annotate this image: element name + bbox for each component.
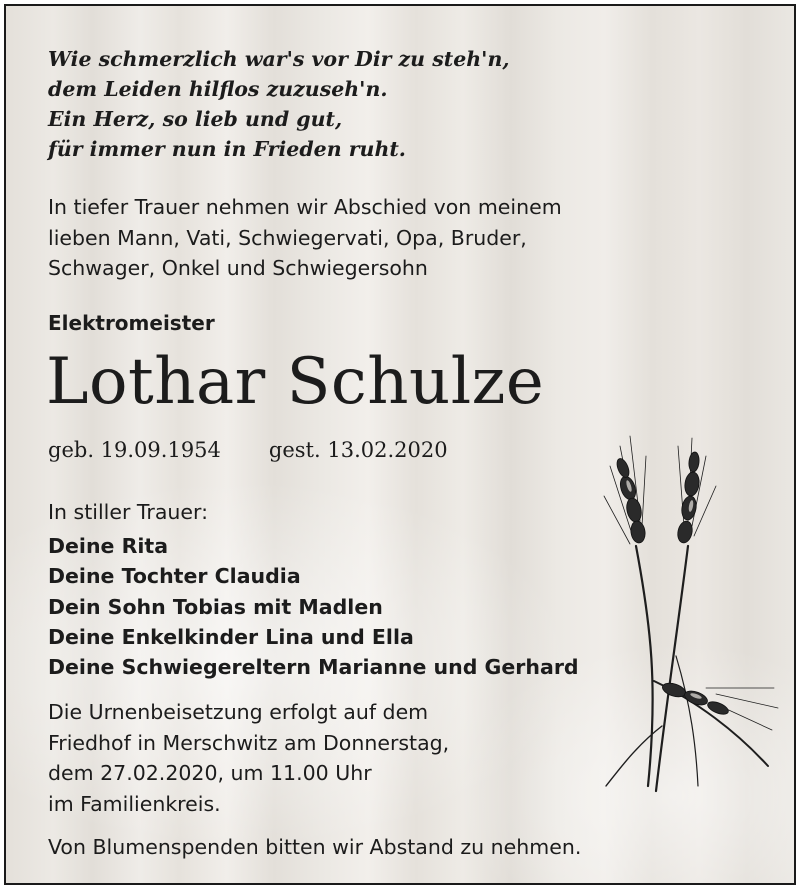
intro-line: In tiefer Trauer nehmen wir Abschied von meinem [48,195,562,219]
flowers-note: Von Blumenspenden bitten wir Abstand zu nehmen. [48,835,582,859]
mourner: Dein Sohn Tobias mit Madlen [48,594,383,619]
poem-line: für immer nun in Frieden ruht. [48,137,406,161]
burial-info [48,697,449,819]
intro-line: lieben Mann, Vati, Schwiegervati, Opa, Bruder, [48,225,527,250]
intro-line: Schwager, Onkel und Schwiegersohn [48,256,428,280]
poem-line: Wie schmerzlich war's vor Dir zu steh'n, [48,47,510,71]
mourner: Deine Enkelkinder Lina und Ella [48,624,414,649]
deceased-name: Lothar Schulze [46,345,545,419]
burial-line: dem 27.02.2020, um 11.00 Uhr [48,761,372,785]
profession: Elektromeister [48,311,215,335]
mourning-label: In stiller Trauer: [48,500,208,524]
mourner: Deine Tochter Claudia [48,564,301,589]
mourners-list [48,531,579,682]
life-dates [48,438,448,462]
poem [48,44,510,164]
burial-line: Die Urnenbeisetzung erfolgt auf dem [48,700,429,724]
mourner: Deine Rita [48,534,169,558]
burial-line: Friedhof in Merschwitz am Donnerstag, [48,730,450,755]
wheat-ears-illustration [596,426,786,796]
burial-line: im Familienkreis. [48,791,221,816]
birth-date: geb. 19.09.1954 [48,438,221,462]
intro-text [48,192,562,284]
death-date: gest. 13.02.2020 [268,438,448,462]
mourner: Deine Schwiegereltern Marianne und Gerhard [48,655,579,680]
obituary-notice [4,4,796,885]
poem-line: dem Leiden hilflos zuzuseh'n. [48,77,388,101]
poem-line: Ein Herz, so lieb und gut, [48,107,343,131]
